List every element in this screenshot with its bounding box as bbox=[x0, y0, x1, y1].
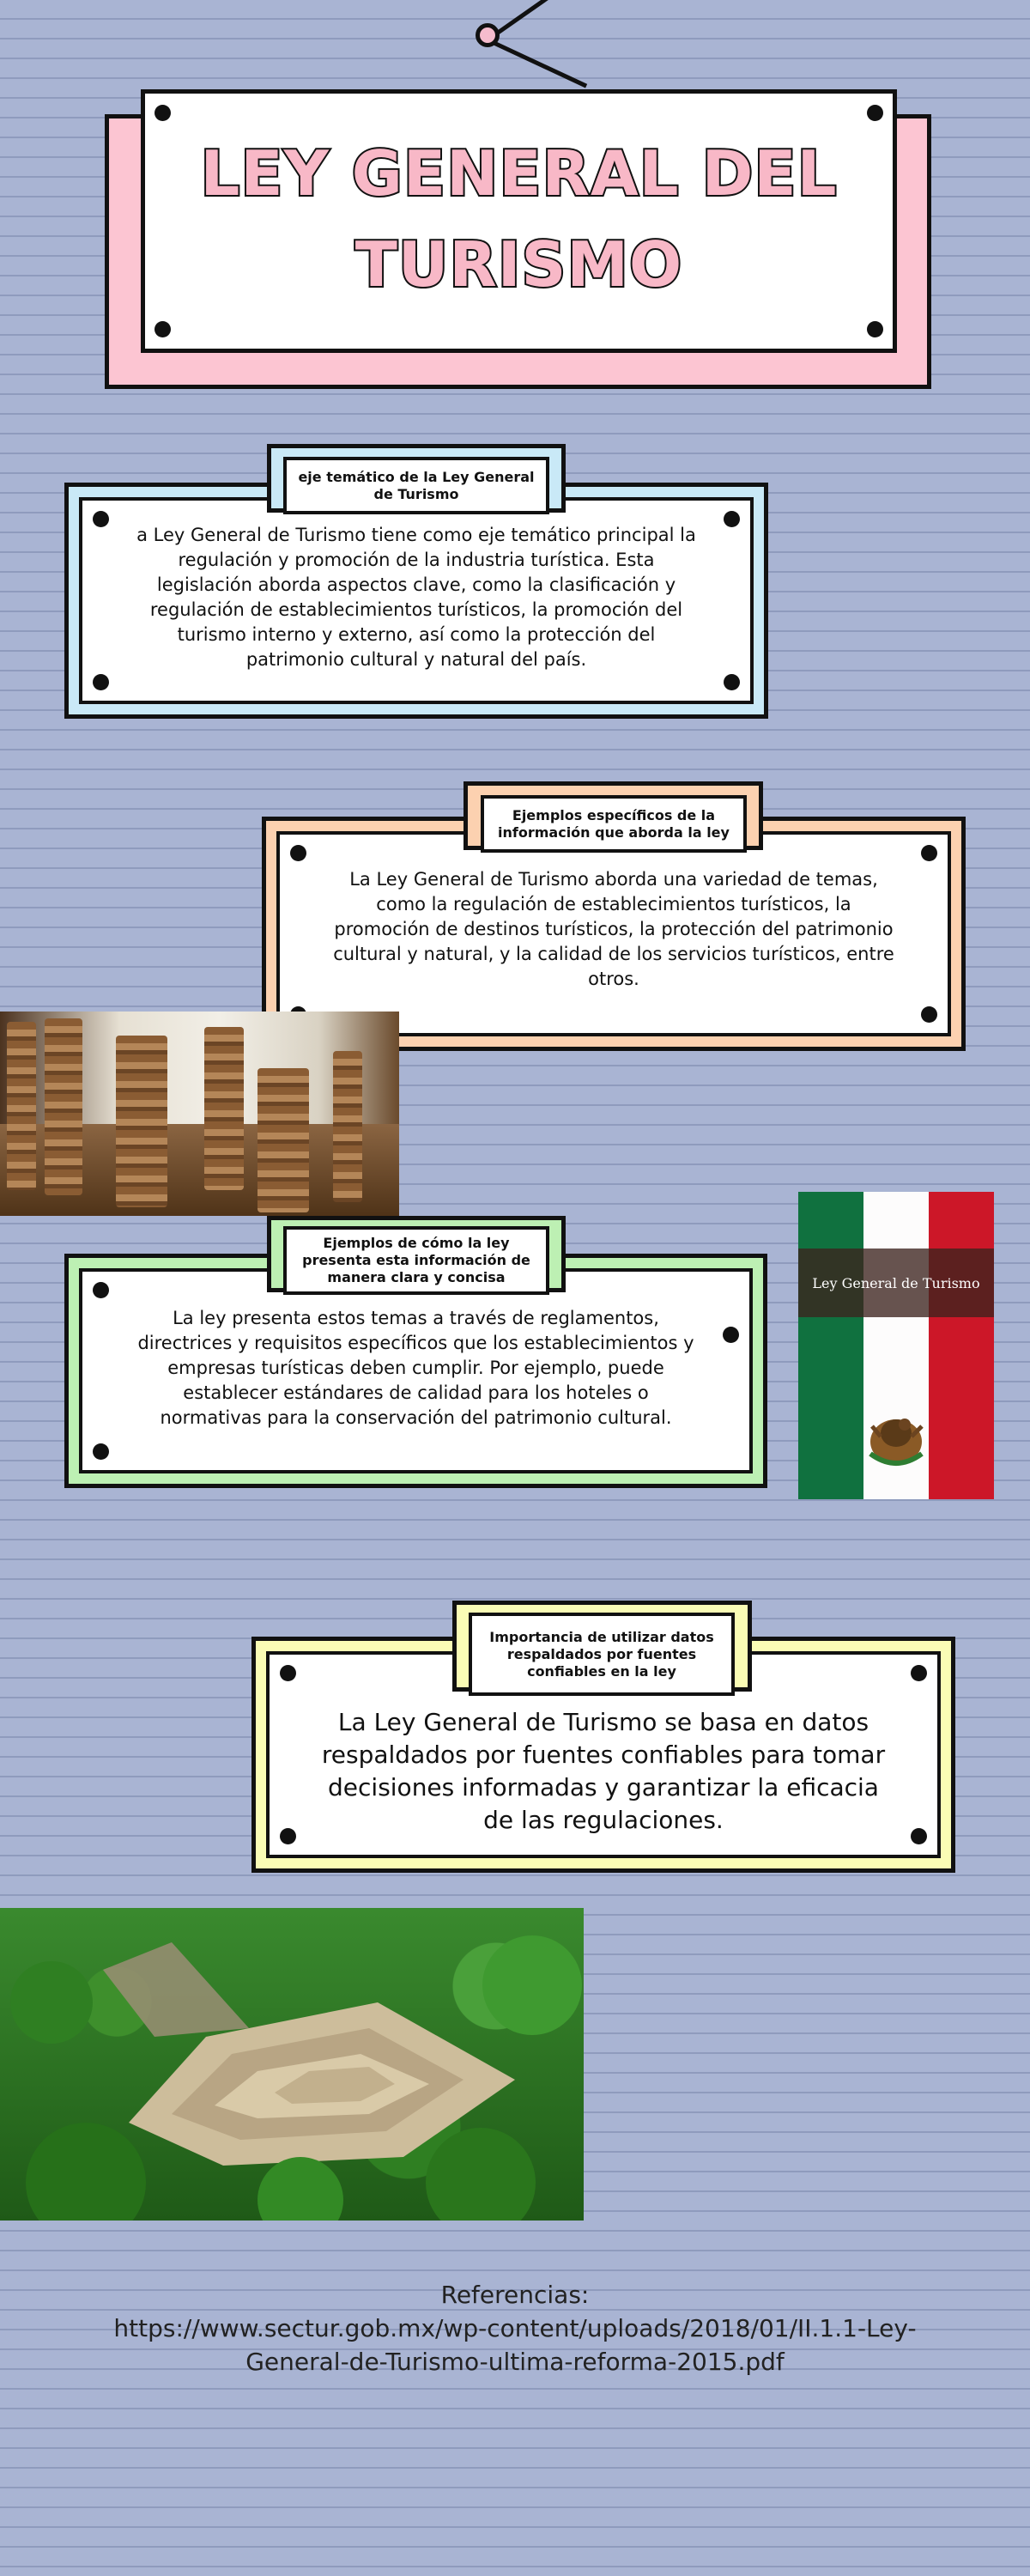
card-panel bbox=[79, 1268, 753, 1473]
hanger-line-right bbox=[487, 38, 587, 88]
references-label: Referencias: bbox=[440, 2281, 590, 2309]
pillar bbox=[333, 1051, 362, 1202]
section-heading: eje temático de la Ley General de Turismo bbox=[283, 457, 549, 514]
page-title: LEY GENERAL DEL TURISMO bbox=[200, 137, 838, 301]
pin-icon bbox=[280, 1665, 296, 1681]
flag-caption: Ley General de Turismo bbox=[798, 1249, 994, 1317]
section-body: La Ley General de Turismo se basa en datos respaldados por fuentes confiables para tomar decisiones informadas y garantizar la eficacia de las regulaciones. bbox=[321, 1708, 886, 1834]
pin-icon bbox=[911, 1665, 927, 1681]
pillar bbox=[7, 1022, 36, 1190]
pyramid-icon bbox=[0, 1908, 584, 2221]
pin-icon bbox=[93, 1443, 109, 1460]
section-heading: Ejemplos de cómo la ley presenta esta información de manera clara y concisa bbox=[283, 1226, 549, 1295]
temple-columns-image bbox=[0, 1012, 399, 1216]
section-heading: Ejemplos específicos de la información que aborda la ley bbox=[481, 795, 747, 853]
pin-icon bbox=[911, 1828, 927, 1844]
flag-green-stripe bbox=[798, 1192, 863, 1499]
pin-icon bbox=[93, 1282, 109, 1298]
section-heading: Importancia de utilizar datos respaldados por fuentes confiables en la ley bbox=[469, 1613, 735, 1696]
pillar bbox=[204, 1027, 244, 1190]
pin-icon bbox=[280, 1828, 296, 1844]
pin-icon bbox=[921, 1006, 937, 1023]
pin-icon bbox=[867, 321, 883, 337]
section-body: La ley presenta estos temas a través de reglamentos, directrices y requisitos específicos que los establecimientos y empresas turísticas deben cumplir. Por ejemplo, puede establecer estándares de calidad para los hoteles o normativas para la conservación del patrimonio cultural. bbox=[137, 1308, 694, 1428]
pin-icon bbox=[154, 321, 171, 337]
section-body: a Ley General de Turismo tiene como eje temático principal la regulación y promoción de la industria turística. Esta legislación aborda aspectos clave, como la clasificación y regulación de establecimientos turísticos, la promoción del turismo interno y externo, así como la protección del patrimonio cultural y natural del país. bbox=[136, 525, 696, 670]
references bbox=[86, 2278, 944, 2379]
pin-icon bbox=[867, 105, 883, 121]
section-body: La Ley General de Turismo aborda una variedad de temas, como la regulación de establecimientos turísticos, la promoción de destinos turísticos, la protección del patrimonio cultural y natural, y la calidad de los servicios turísticos, entre otros. bbox=[333, 869, 894, 989]
title-card bbox=[141, 89, 897, 353]
pin-icon bbox=[724, 674, 740, 690]
flag-red-stripe bbox=[929, 1192, 994, 1499]
mexico-flag-image bbox=[798, 1192, 994, 1499]
pin-icon bbox=[93, 511, 109, 527]
pin-icon bbox=[921, 845, 937, 861]
pin-icon bbox=[723, 1327, 739, 1343]
pin-icon bbox=[93, 674, 109, 690]
card-panel bbox=[276, 831, 951, 1036]
hanger-ring-icon bbox=[476, 23, 500, 47]
pillar bbox=[45, 1018, 82, 1195]
pin-icon bbox=[290, 845, 306, 861]
eagle-emblem-icon bbox=[855, 1394, 937, 1476]
jungle-pyramid-image bbox=[0, 1908, 584, 2221]
card-panel bbox=[79, 497, 754, 704]
pillar bbox=[116, 1036, 167, 1207]
pillar bbox=[258, 1068, 309, 1212]
pin-icon bbox=[154, 105, 171, 121]
card-frame bbox=[64, 483, 768, 719]
pin-icon bbox=[724, 511, 740, 527]
references-link[interactable]: https://www.sectur.gob.mx/wp-content/uploads/2018/01/II.1.1-Ley-General-de-Turismo-ultima-reforma-2015.pdf bbox=[113, 2314, 917, 2376]
